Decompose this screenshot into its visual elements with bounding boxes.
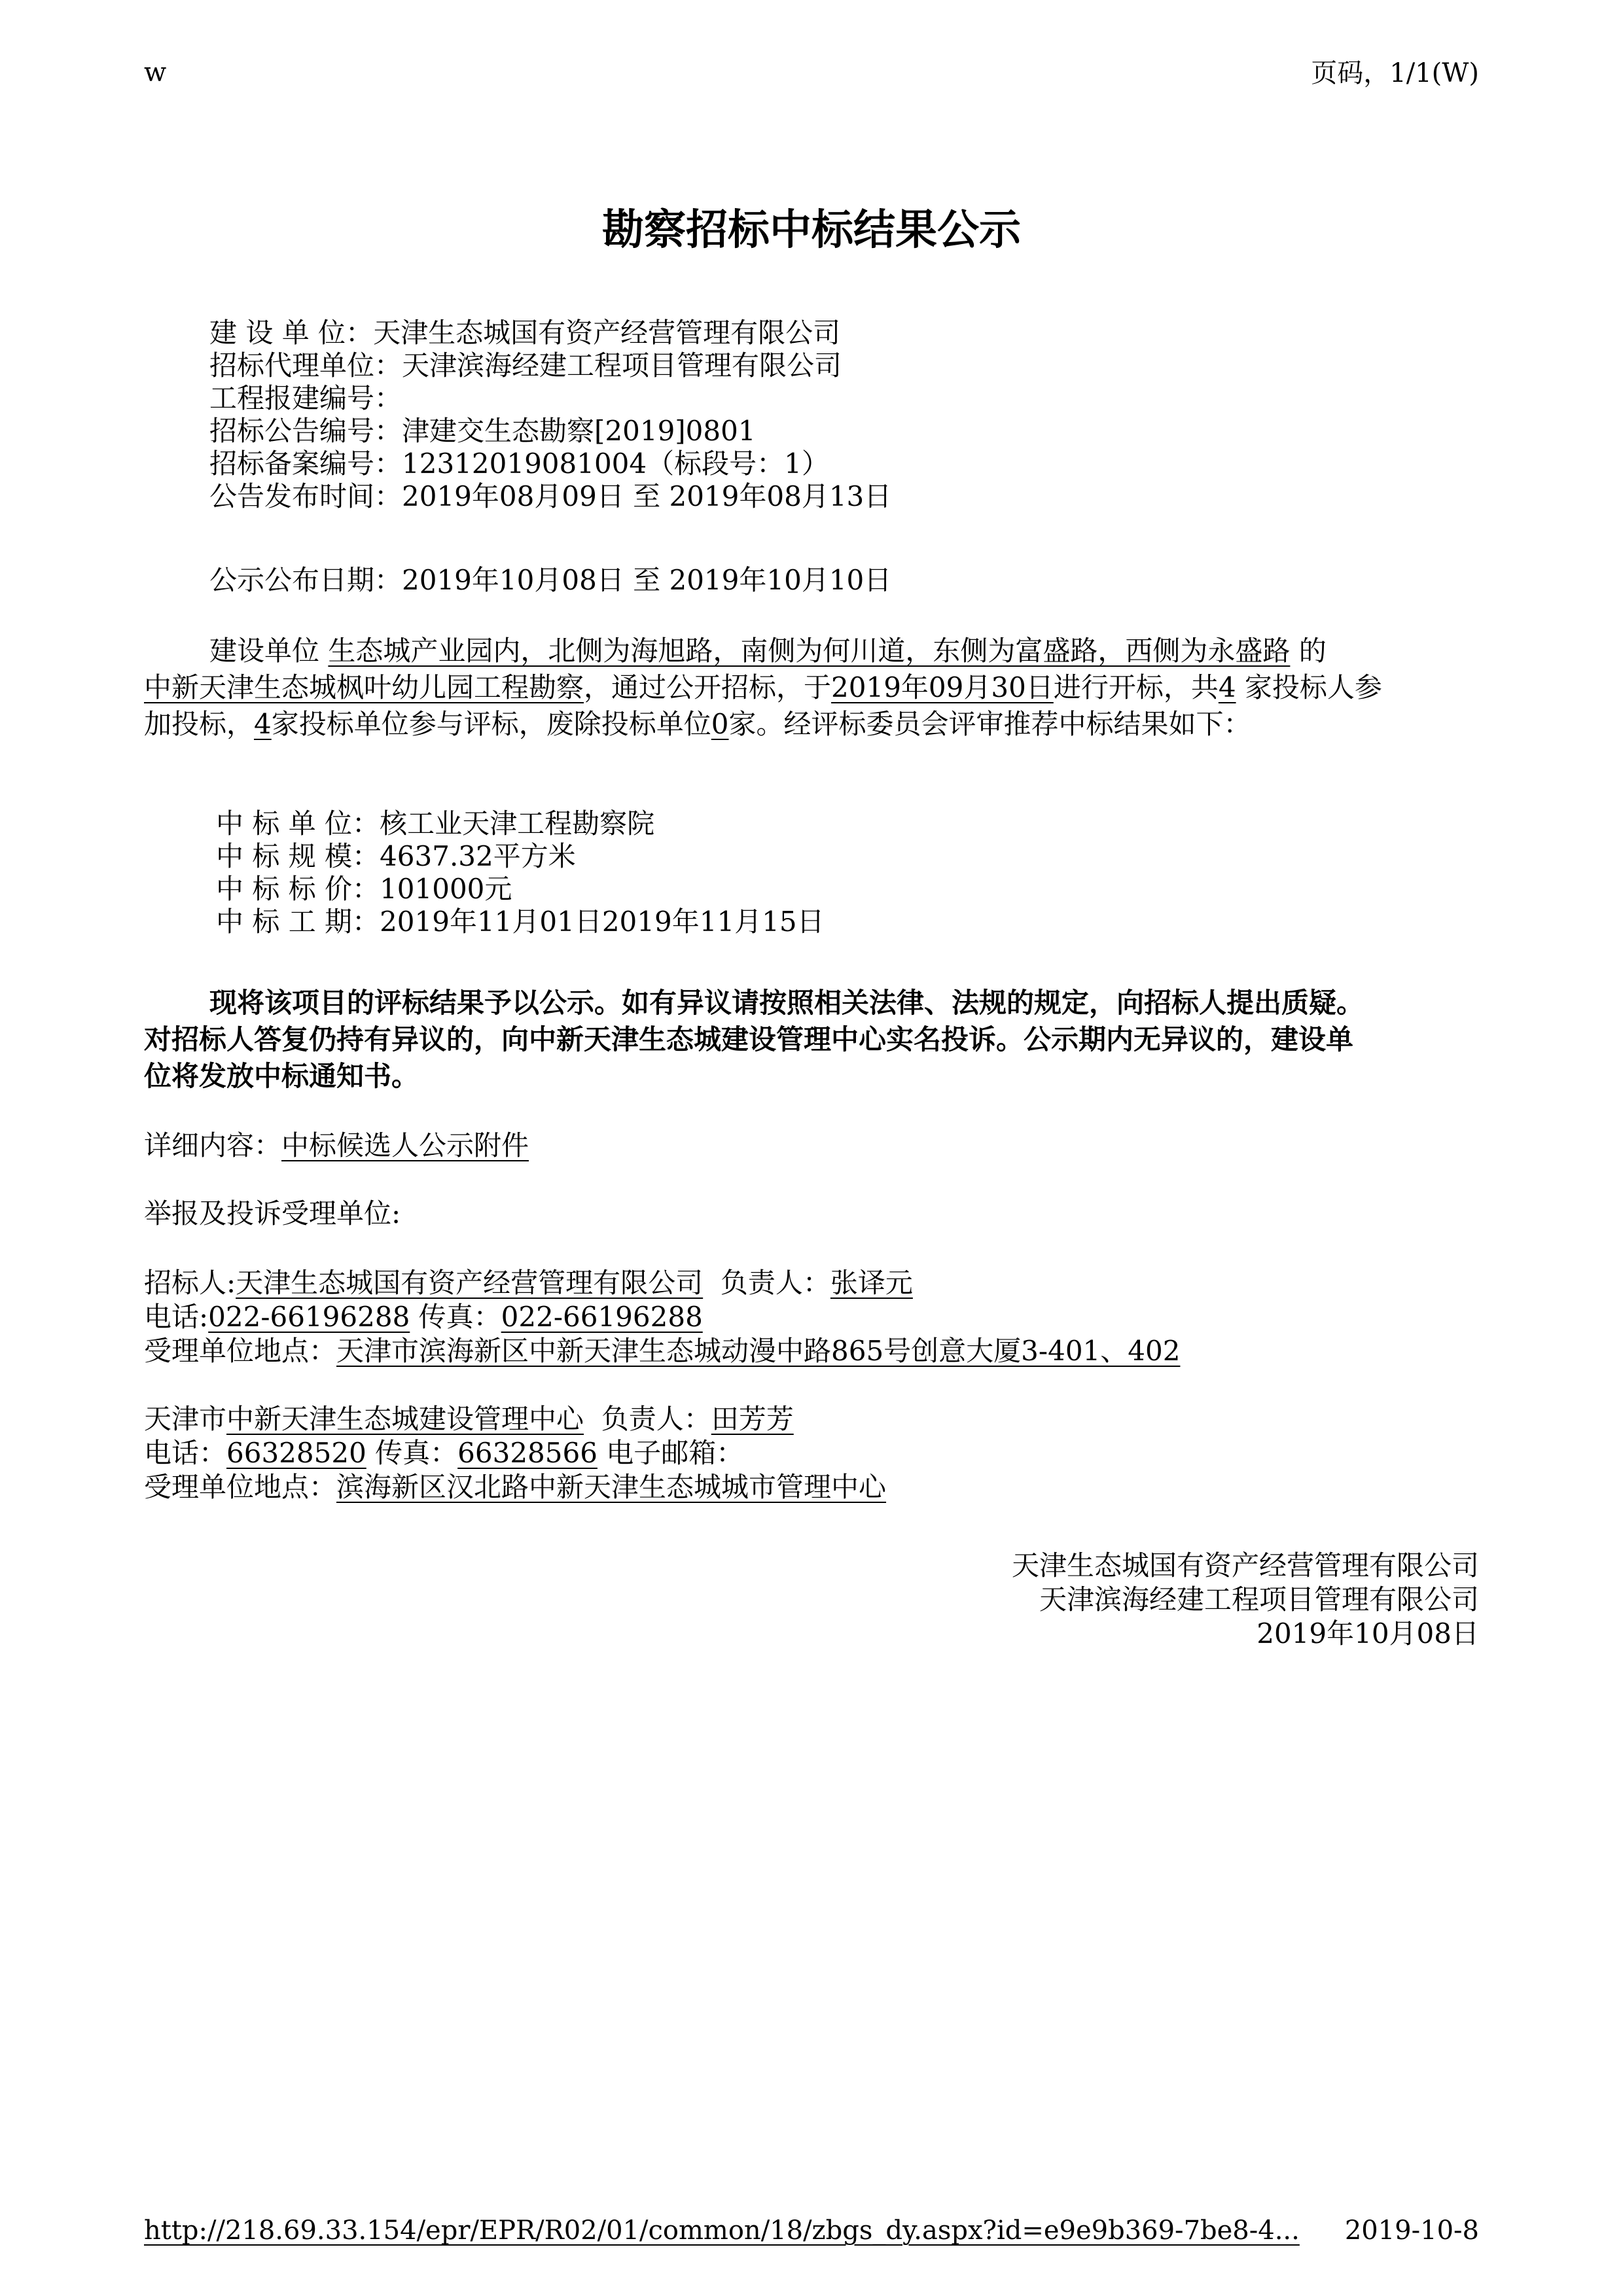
- info-row-filing-no: 招标备案编号：12312019081004（标段号：1）: [209, 448, 829, 480]
- tenderer-row: 招标人:天津生态城国有资产经营管理有限公司 负责人：张译元: [144, 1267, 913, 1299]
- header-left: w: [144, 58, 167, 88]
- tenderer-contact-person: 张译元: [830, 1267, 913, 1299]
- authority-phone: 66328520: [226, 1437, 366, 1469]
- authority-phone-row: 电话：66328520 传真：66328566 电子邮箱：: [144, 1437, 744, 1469]
- page-number: 页码，1/1(W): [1311, 58, 1479, 88]
- intro-line-2: 中新天津生态城枫叶幼儿园工程勘察，通过公开招标，于2019年09月30日进行开标，共4 家投标人参: [144, 671, 1382, 703]
- tenderer-address-row: 受理单位地点：天津市滨海新区中新天津生态城动漫中路865号创意大厦3-401、402: [144, 1335, 1181, 1367]
- info-row-registration: 工程报建编号：: [209, 382, 402, 414]
- page-title: 勘察招标中标结果公示: [602, 205, 1021, 255]
- project-name: 中新天津生态城枫叶幼儿园工程勘察: [144, 671, 584, 703]
- footer-url[interactable]: http://218.69.33.154/epr/EPR/R02/01/common/18/zbgs_dy.aspx?id=e9e9b369-7be8-4...: [144, 2216, 1300, 2246]
- evaluated-count: 4: [254, 708, 272, 740]
- attachment-link[interactable]: 中标候选人公示附件: [281, 1129, 529, 1161]
- details-row: 详细内容：中标候选人公示附件: [144, 1129, 529, 1161]
- open-date: 2019年09月30日: [831, 671, 1054, 703]
- intro-line-1: 建设单位 生态城产业园内，北侧为海旭路，南侧为何川道，东侧为富盛路，西侧为永盛路 的: [209, 635, 1327, 667]
- notice-line-3: 位将发放中标通知书。: [144, 1060, 419, 1092]
- award-row-price: 中 标 标 价：101000元: [216, 873, 512, 905]
- signature-org-1: 天津生态城国有资产经营管理有限公司: [1011, 1549, 1479, 1581]
- footer-date: 2019-10-8: [1344, 2216, 1479, 2246]
- tenderer-phone-row: 电话:022-66196288 传真：022-66196288: [144, 1301, 703, 1333]
- info-row-owner: 建 设 单 位：天津生态城国有资产经营管理有限公司: [209, 317, 841, 349]
- authority-name: 中新天津生态城建设管理中心: [226, 1403, 584, 1435]
- award-info: [216, 807, 825, 938]
- authority-row: 天津市中新天津生态城建设管理中心 负责人：田芳芳: [144, 1403, 794, 1435]
- intro-line-3: 加投标，4家投标单位参与评标，废除投标单位0家。经评标委员会评审推荐中标结果如下：: [144, 708, 1251, 740]
- disqualified-count: 0: [711, 708, 729, 740]
- project-info: [209, 317, 891, 513]
- authority-fax: 66328566: [457, 1437, 597, 1469]
- authority-address-row: 受理单位地点：滨海新区汉北路中新天津生态城城市管理中心: [144, 1471, 887, 1503]
- tenderer-address: 天津市滨海新区中新天津生态城动漫中路865号创意大厦3-401、402: [336, 1335, 1181, 1367]
- tenderer-fax: 022-66196288: [501, 1301, 703, 1333]
- authority-address: 滨海新区汉北路中新天津生态城城市管理中心: [336, 1471, 887, 1503]
- complaint-heading: 举报及投诉受理单位:: [144, 1197, 401, 1229]
- bidder-count: 4: [1218, 671, 1236, 703]
- signature-org-2: 天津滨海经建工程项目管理有限公司: [1039, 1583, 1479, 1616]
- tenderer-phone: 022-66196288: [208, 1301, 410, 1333]
- tenderer-name: 天津生态城国有资产经营管理有限公司: [236, 1267, 704, 1299]
- info-row-agent: 招标代理单位：天津滨海经建工程项目管理有限公司: [209, 349, 842, 381]
- notice-line-1: 现将该项目的评标结果予以公示。如有异议请按照相关法律、法规的规定，向招标人提出质疑。: [209, 987, 1364, 1019]
- info-row-announcement-no: 招标公告编号：津建交生态勘察[2019]0801: [209, 415, 756, 447]
- award-row-scale: 中 标 规 模：4637.32平方米: [216, 840, 576, 872]
- notice-line-2: 对招标人答复仍持有异议的，向中新天津生态城建设管理中心实名投诉。公示期内无异议的，建设单: [144, 1023, 1354, 1055]
- publicity-date: 公示公布日期：2019年10月08日 至 2019年10月10日: [209, 564, 892, 596]
- award-row-winner: 中 标 单 位：核工业天津工程勘察院: [216, 807, 655, 839]
- info-row-publish-time: 公告发布时间：2019年08月09日 至 2019年08月13日: [209, 480, 892, 512]
- signature-date: 2019年10月08日: [1257, 1617, 1479, 1650]
- authority-contact-person: 田芳芳: [711, 1403, 794, 1435]
- award-row-period: 中 标 工 期：2019年11月01日2019年11月15日: [216, 906, 825, 938]
- project-location: 生态城产业园内，北侧为海旭路，南侧为何川道，东侧为富盛路，西侧为永盛路: [328, 635, 1291, 667]
